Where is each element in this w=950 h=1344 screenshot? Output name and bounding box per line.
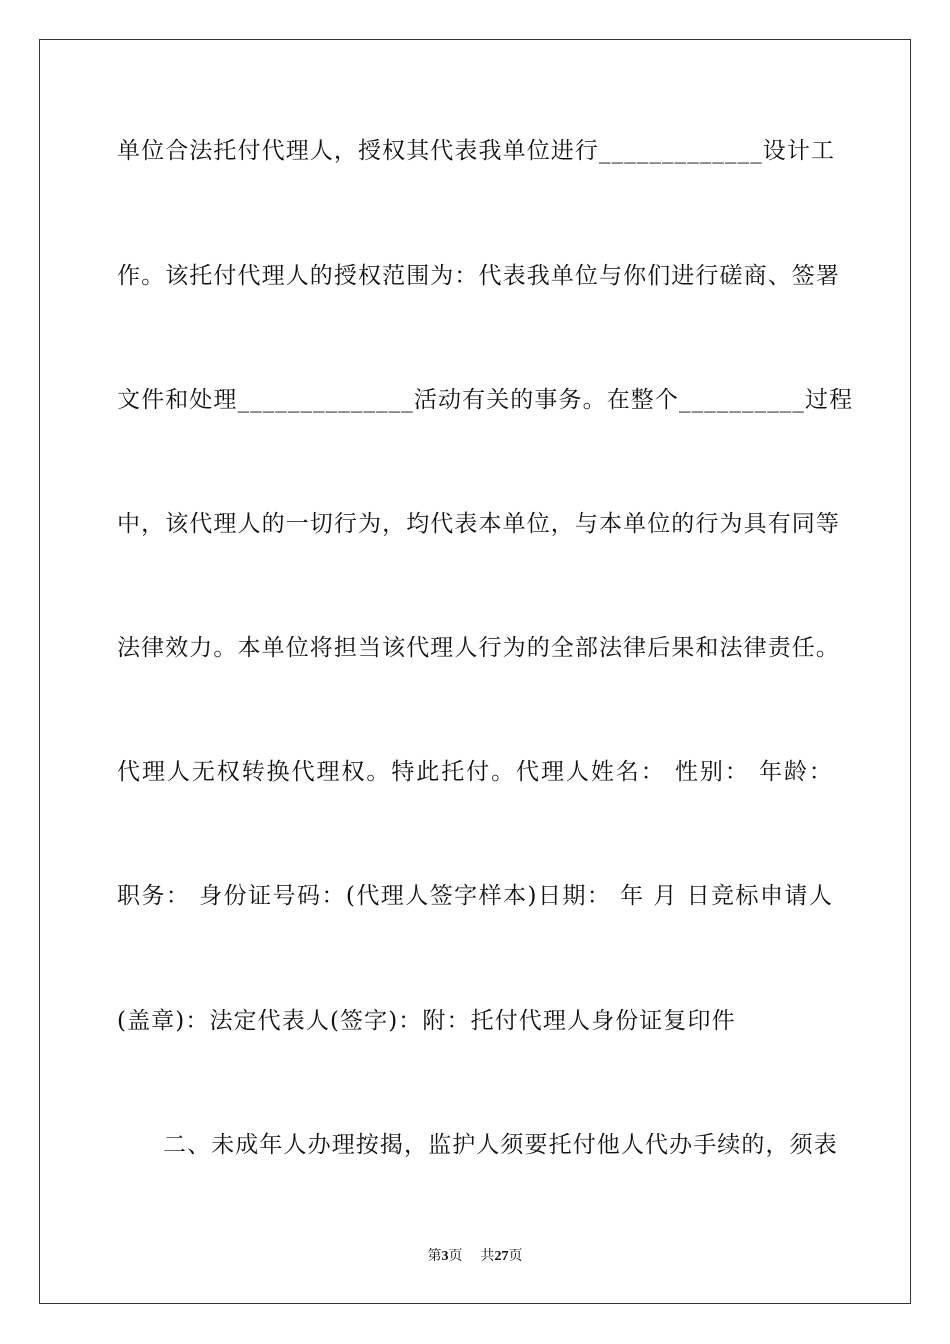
footer-page-number: 3 (441, 1249, 449, 1264)
body-text-line: 代理人无权转换代理权。特此托付。代理人姓名： 性别： 年龄： (117, 759, 833, 785)
body-text-line: (盖章)：法定代表人(签字)：附：托付代理人身份证复印件 (117, 1008, 736, 1034)
body-text-line: 法律效力。本单位将担当该代理人行为的全部法律后果和法律责任。 (117, 635, 840, 661)
body-text-line: 二、未成年人办理按揭，监护人须要托付他人代办手续的，须表 (163, 1132, 838, 1158)
footer-total-unit: 页 (508, 1249, 523, 1264)
footer-page-unit: 页 (448, 1249, 463, 1264)
footer-prefix: 第 (427, 1249, 442, 1264)
body-text-line: 中，该代理人的一切行为，均代表本单位，与本单位的行为具有同等 (117, 511, 840, 537)
body-text-line: 文件和处理______________活动有关的事务。在整个__________过程 (117, 387, 854, 413)
page-footer (0, 1245, 950, 1265)
body-text-line: 职务： 身份证号码：(代理人签字样本)日期： 年 月 日竞标申请人 (117, 883, 833, 909)
body-text-line: 单位合法托付代理人，授权其代表我单位进行_____________设计工 (117, 138, 836, 164)
footer-total-pages: 27 (494, 1249, 509, 1264)
footer-total-prefix: 共 (480, 1249, 495, 1264)
page-border (39, 39, 911, 1304)
body-text-line: 作。该托付代理人的授权范围为：代表我单位与你们进行磋商、签署 (117, 263, 840, 289)
